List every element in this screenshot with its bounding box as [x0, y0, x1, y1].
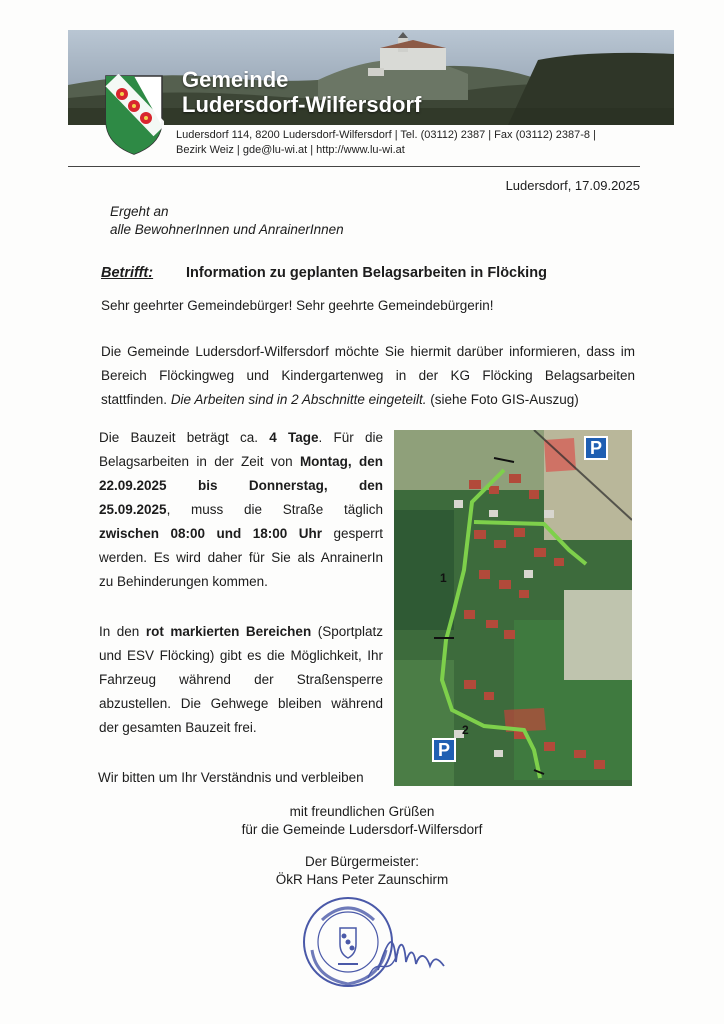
duration-days: 4 Tage	[269, 430, 319, 445]
duration-text: Die Bauzeit beträgt ca.	[99, 430, 259, 445]
parking-text: Fahrzeug während der Straßensperre	[99, 672, 383, 687]
parking-text: abzustellen. Die Gehwege bleiben während	[99, 696, 383, 711]
gis-aerial-map	[394, 430, 632, 786]
duration-text: Belagsarbeiten in der Zeit von	[99, 454, 293, 469]
duration-text: werden. Es wird daher für Sie als AnrainerIn	[99, 550, 383, 565]
header-title-line-1: Gemeinde	[182, 67, 289, 92]
intro-gis-note: (siehe Foto GIS-Auszug)	[430, 392, 579, 407]
parking-areas-highlight: rot markierten Bereichen	[145, 624, 312, 639]
duration-date-range: 22.09.2025 bis Donnerstag, den	[99, 478, 383, 493]
header-divider	[68, 166, 640, 167]
intro-paragraph	[101, 340, 635, 412]
duration-start-day: Montag, den	[299, 454, 383, 469]
duration-end-date: 25.09.2025	[99, 502, 167, 517]
intro-sections-note: Die Arbeiten sind in 2 Abschnitte eingeteilt.	[170, 392, 427, 407]
header-contact-line-2: Bezirk Weiz | gde@lu-wi.at | http://www.lu-wi.at	[176, 144, 405, 156]
duration-text: zu Behinderungen kommen.	[99, 574, 268, 589]
parking-text: In den	[99, 624, 140, 639]
parking-text: der gesamten Bauzeit frei.	[99, 720, 257, 735]
intro-text: Die Gemeinde Ludersdorf-Wilfersdorf möchte Sie hiermit darüber informieren, dass im Bereich Flöckingweg und Kindergartenweg in der KG Flöcking Belagsarbeiten stattfinden.	[101, 344, 635, 407]
addressee-line-1: Ergeht an	[110, 204, 169, 219]
parking-sign-icon: P	[584, 436, 608, 460]
header-contact-line-1: Ludersdorf 114, 8200 Ludersdorf-Wilfersdorf | Tel. (03112) 2387 | Fax (03112) 2387-8 |	[176, 129, 596, 141]
mayor-name: ÖkR Hans Peter Zaunschirm	[275, 872, 449, 887]
official-stamp-with-signature	[298, 892, 448, 992]
municipal-crest-icon	[104, 74, 164, 156]
addressee-line-2: alle BewohnerInnen und AnrainerInnen	[110, 222, 344, 237]
parking-text: und ESV Flöcking) gibt es die Möglichkeit, Ihr	[99, 648, 383, 663]
subject-text: Information zu geplanten Belagsarbeiten in Flöcking	[186, 265, 547, 281]
letter-date: Ludersdorf, 17.09.2025	[505, 178, 640, 193]
closing-sentence: Wir bitten um Ihr Verständnis und verbleiben	[98, 770, 364, 785]
duration-text: , muss die Straße täglich	[166, 502, 383, 517]
mayor-title: Der Bürgermeister:	[304, 854, 420, 869]
header-title-line-2: Ludersdorf-Wilfersdorf	[182, 92, 422, 117]
duration-hours: zwischen 08:00 und 18:00 Uhr	[99, 526, 322, 541]
map-section-1-label: 1	[440, 571, 447, 585]
duration-text: . Für die	[318, 430, 383, 445]
duration-paragraph	[99, 426, 383, 594]
subject-label: Betrifft:	[101, 265, 154, 281]
parking-text: (Sportplatz	[317, 624, 383, 639]
duration-text: gesperrt	[333, 526, 383, 541]
on-behalf-of: für die Gemeinde Ludersdorf-Wilfersdorf	[241, 822, 483, 837]
parking-paragraph	[99, 620, 383, 740]
greeting: Sehr geehrter Gemeindebürger! Sehr geehrte Gemeindebürgerin!	[101, 298, 494, 313]
parking-sign-icon: P	[432, 738, 456, 762]
regards: mit freundlichen Grüßen	[289, 804, 435, 819]
map-section-2-label: 2	[462, 723, 469, 737]
